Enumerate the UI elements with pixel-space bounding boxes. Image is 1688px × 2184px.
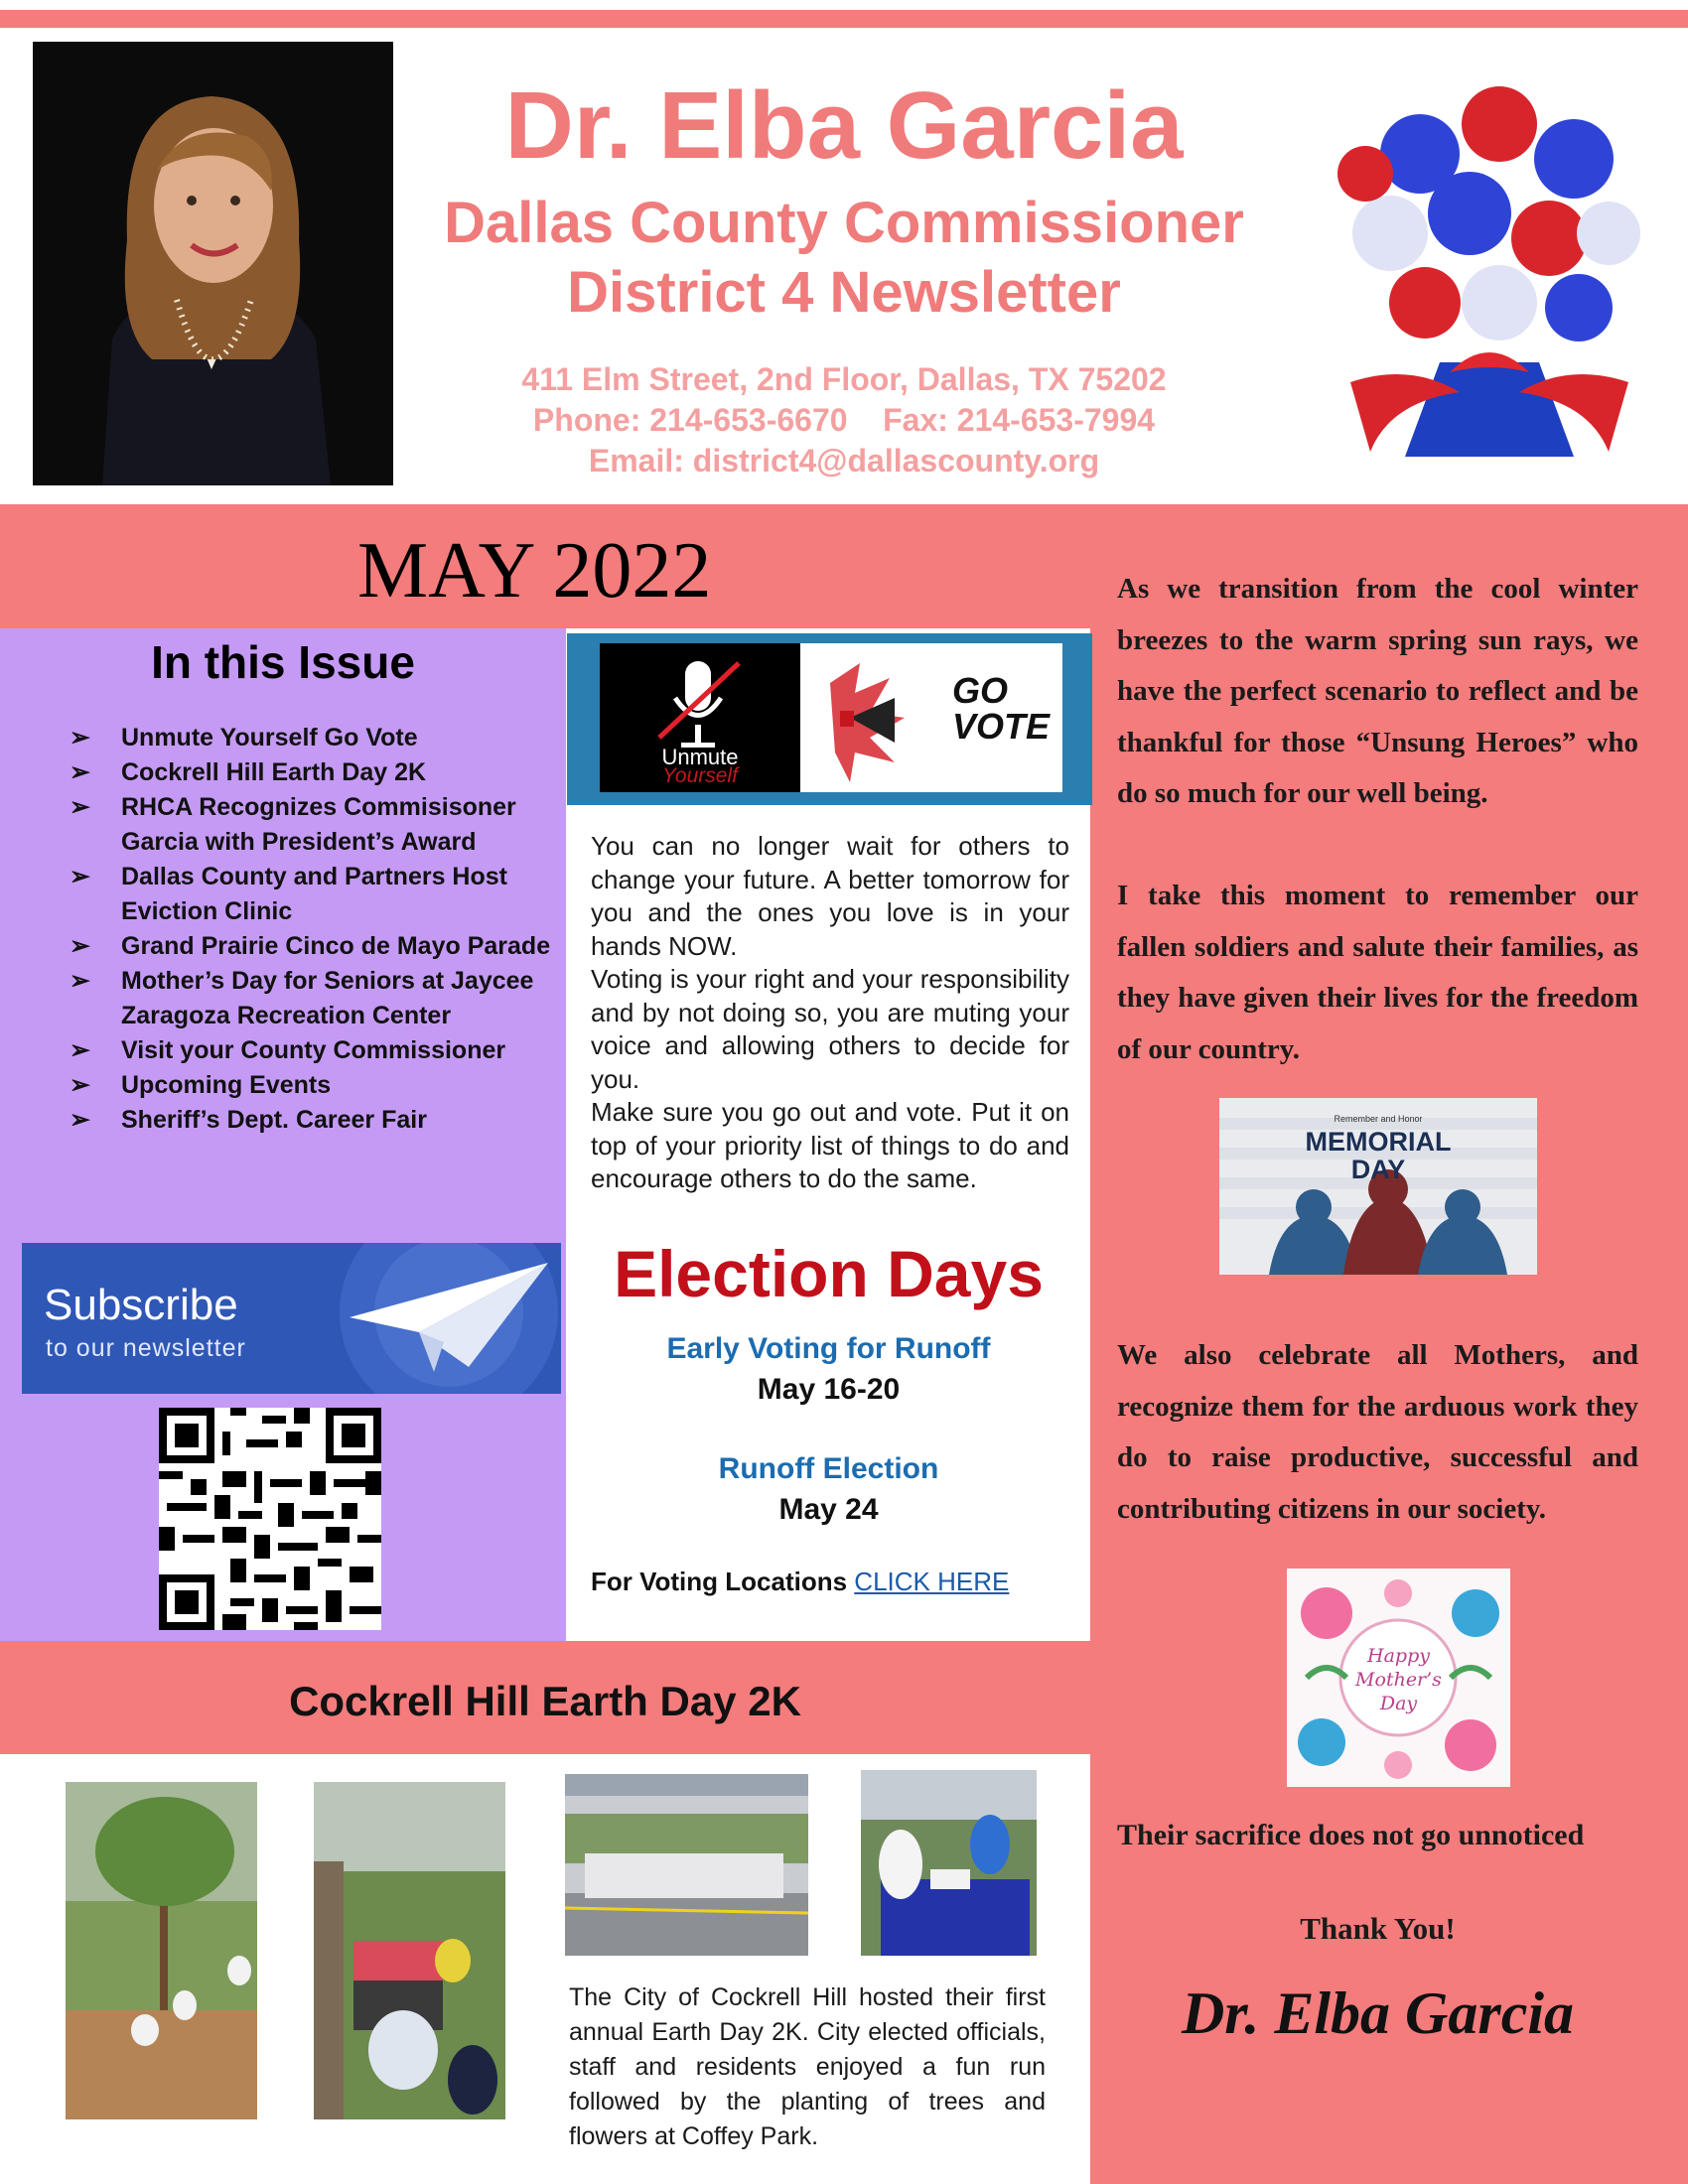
issue-item-label: Unmute Yourself Go Vote [121, 724, 418, 751]
arrow-bullet-icon: ➢ [70, 1036, 90, 1064]
vote-paragraph-1: You can no longer wait for others to change your future. A better tomorrow for you and the ones you love is in your hands NOW. [591, 831, 1069, 961]
runoff-date: May 24 [778, 1493, 879, 1526]
issue-item-label: Grand Prairie Cinco de Mayo Parade [121, 932, 551, 960]
earth-day-photo-tree-planting [66, 1782, 257, 2119]
earth-day-text: The City of Cockrell Hill hosted their first annual Earth Day 2K. City elected officials, staff and residents enjoyed a fun run followed by the planting of trees and flowers at Coffey Park. [569, 1983, 1046, 2150]
memorial-line-1: MEMORIAL [1305, 1127, 1452, 1157]
issue-item[interactable] [60, 964, 556, 1033]
early-voting-label: Early Voting for Runoff [666, 1332, 991, 1365]
mothers-day-text [1287, 1644, 1510, 1715]
top-stripe [0, 10, 1688, 28]
issue-item[interactable] [60, 1033, 556, 1068]
subscribe-subtext: to our newsletter [46, 1334, 246, 1362]
fax-text: Fax: 214-653-7994 [883, 402, 1156, 438]
mothers-line-2: Mother’s [1355, 1669, 1442, 1691]
earth-day-title: Cockrell Hill Earth Day 2K [289, 1678, 801, 1724]
address-line: 411 Elm Street, 2nd Floor, Dallas, TX 75202 [521, 361, 1167, 397]
earth-day-photo-booth [861, 1770, 1037, 1956]
intro-paragraph: As we transition from the cool winter breezes to the warm spring sun rays, we have the perfect scenario to reflect and be thankful for those “Unsung Heroes” who do so much for our well being. [1117, 573, 1638, 809]
issue-item[interactable] [60, 929, 556, 964]
subtitle-line-1: Dallas County Commissioner [444, 191, 1244, 255]
issue-item-label: RHCA Recognizes Commisisoner Garcia with President’s Award [121, 793, 516, 856]
arrow-bullet-icon: ➢ [70, 932, 90, 960]
phone-text: Phone: 214-653-6670 [532, 402, 848, 438]
mothers-line-1: Happy [1367, 1645, 1430, 1667]
issue-item[interactable] [60, 721, 556, 755]
go-word: GO [952, 670, 1009, 711]
issue-item-label: Upcoming Events [121, 1071, 332, 1099]
issue-item-label: Sheriff’s Dept. Career Fair [121, 1106, 427, 1134]
fallen-soldiers-paragraph: I take this moment to remember our fallen soldiers and salute their families, as they have given their lives for the freedom of our country. [1117, 880, 1638, 1065]
issue-item-label: Visit your County Commissioner [121, 1036, 506, 1064]
issue-list [60, 721, 556, 1138]
in-this-issue-title: In this Issue [151, 636, 415, 688]
memorial-small-text: Remember and Honor [1334, 1114, 1423, 1124]
mothers-line-3: Day [1379, 1693, 1418, 1714]
voting-locations [591, 1567, 1077, 1597]
portrait-photo [33, 42, 393, 485]
sacrifice-line: Their sacrifice does not go unnoticed [1117, 1819, 1585, 1851]
issue-item-label: Dallas County and Partners Host Eviction Clinic [121, 863, 507, 925]
thank-you: Thank You! [1300, 1911, 1456, 1946]
vote-article-text [591, 830, 1069, 1196]
vote-word: VOTE [952, 706, 1051, 747]
election-days-title: Election Days [614, 1237, 1044, 1310]
memorial-day-image [1219, 1098, 1537, 1275]
arrow-bullet-icon: ➢ [70, 758, 90, 786]
mothers-paragraph: We also celebrate all Mothers, and recognize them for the arduous work they do to raise productive, successful and contributing citizens in our society. [1117, 1339, 1638, 1525]
yourself-word: Yourself [662, 764, 738, 787]
subtitle-line-2: District 4 Newsletter [567, 260, 1121, 325]
qr-code[interactable] [159, 1408, 381, 1630]
signature: Dr. Elba Garcia [1181, 1980, 1575, 2046]
contact-block [417, 359, 1271, 481]
click-here-link[interactable]: CLICK HERE [854, 1567, 1010, 1596]
newsletter-name: Dr. Elba Garcia [504, 72, 1184, 179]
runoff-label: Runoff Election [718, 1452, 939, 1485]
go-vote-text [952, 670, 1051, 747]
unmute-word: Unmute [661, 745, 739, 769]
memorial-title [1219, 1128, 1537, 1183]
issue-item[interactable] [60, 1103, 556, 1138]
issue-date: MAY 2022 [357, 527, 712, 614]
earth-day-photo-flower-planting [314, 1782, 505, 2119]
email-line[interactable]: Email: district4@dallascounty.org [588, 443, 1100, 478]
vote-paragraph-2: Voting is your right and your responsibility and by not doing so, you are muting your voice and allowing others to decide for you. [591, 964, 1069, 1094]
unmute-yourself-image [600, 643, 800, 792]
arrow-bullet-icon: ➢ [70, 724, 90, 751]
subscribe-heading: Subscribe [44, 1281, 238, 1329]
newsletter-subtitle [417, 189, 1271, 328]
flower-bouquet-icon [1331, 65, 1648, 472]
memorial-line-2: DAY [1350, 1155, 1406, 1184]
earth-day-photo-runners [565, 1774, 808, 1956]
issue-item-label: Cockrell Hill Earth Day 2K [121, 758, 427, 786]
early-voting-dates: May 16-20 [757, 1373, 901, 1406]
issue-item[interactable] [60, 1068, 556, 1103]
issue-item[interactable] [60, 790, 556, 860]
voting-locations-label: For Voting Locations [591, 1567, 848, 1596]
arrow-bullet-icon: ➢ [70, 967, 90, 995]
subscribe-banner[interactable] [22, 1243, 561, 1394]
mothers-day-image [1287, 1569, 1510, 1787]
arrow-bullet-icon: ➢ [70, 793, 90, 821]
issue-item[interactable] [60, 860, 556, 929]
arrow-bullet-icon: ➢ [70, 863, 90, 890]
arrow-bullet-icon: ➢ [70, 1071, 90, 1099]
vote-paragraph-3: Make sure you go out and vote. Put it on top of your priority list of things to do and encourage others to do the same. [591, 1097, 1069, 1193]
issue-item[interactable] [60, 755, 556, 790]
arrow-bullet-icon: ➢ [70, 1106, 90, 1134]
issue-item-label: Mother’s Day for Seniors at Jaycee Zaragoza Recreation Center [121, 967, 534, 1029]
phone-fax-line [417, 400, 1271, 441]
